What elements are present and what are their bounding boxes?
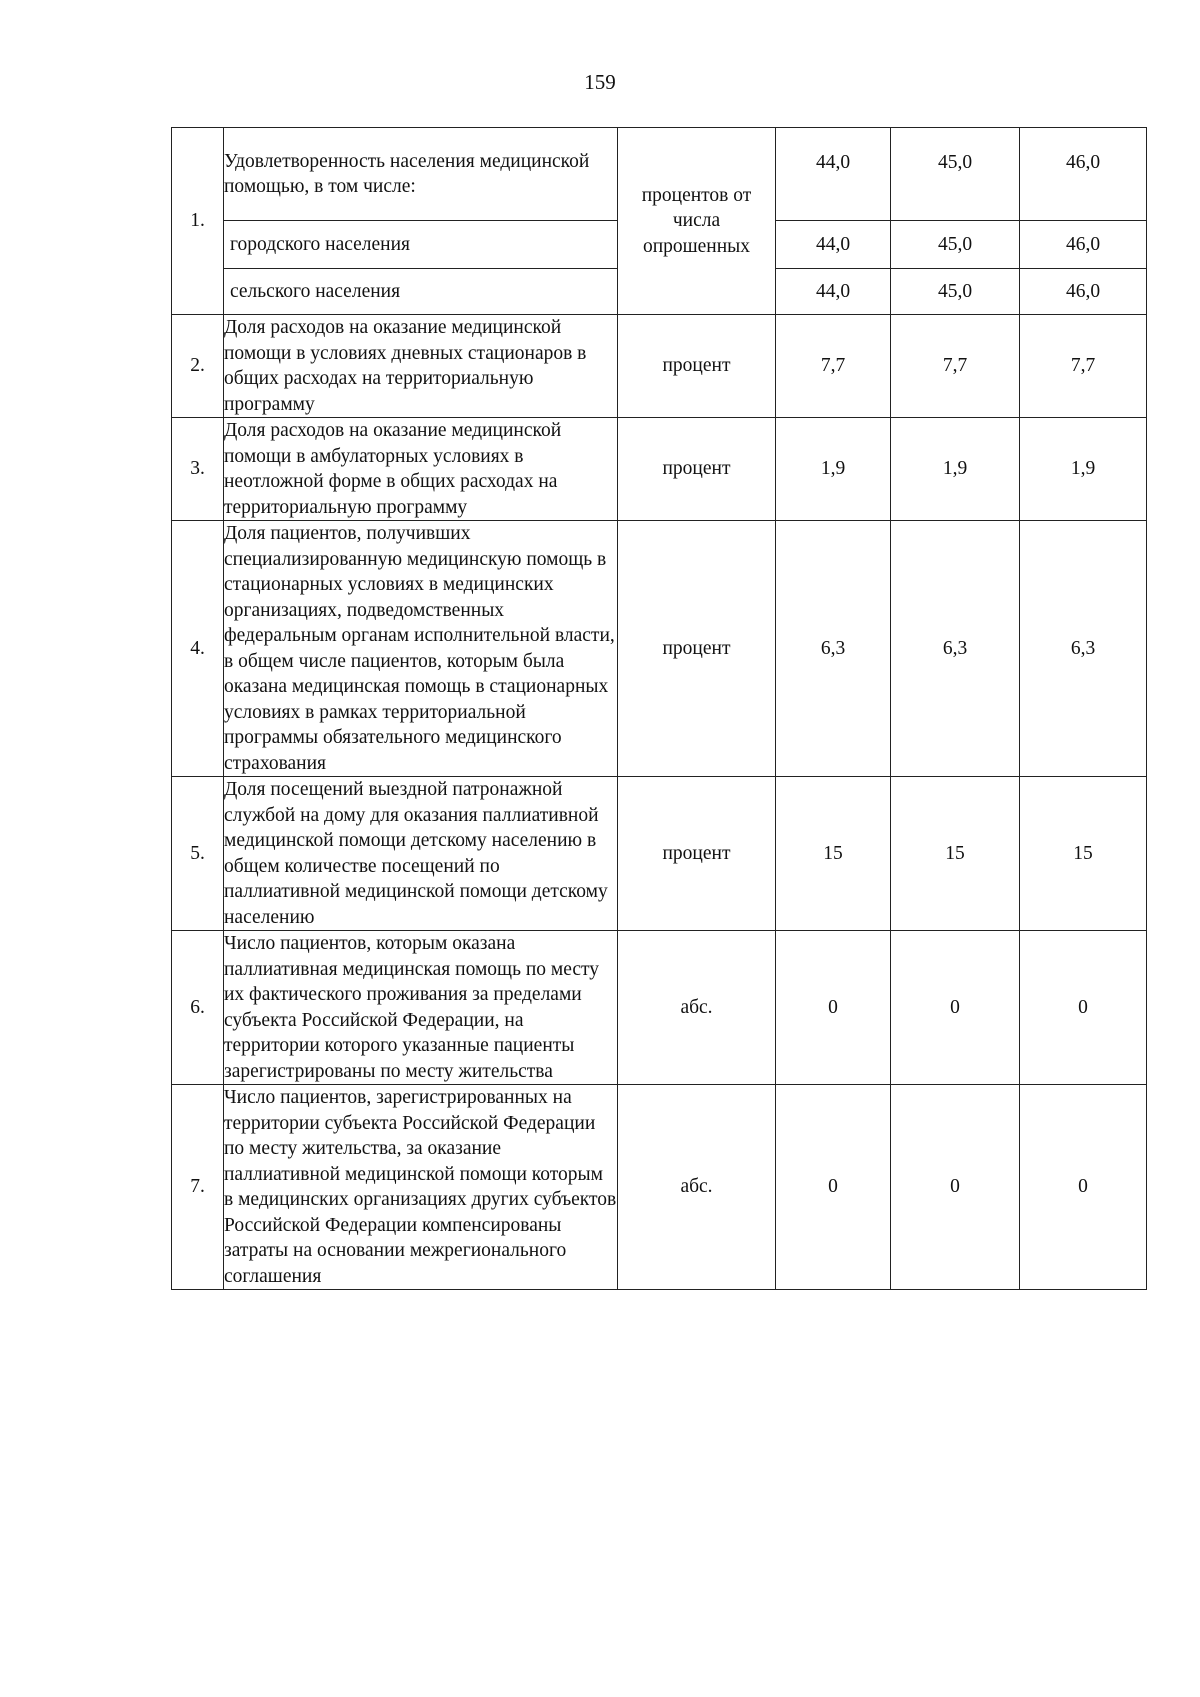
unit-cell: процентов от числа опрошенных [618, 128, 776, 315]
value-cell-3: 7,7 [1020, 315, 1147, 418]
unit-cell: процент [618, 777, 776, 931]
table-row [172, 128, 1147, 221]
value-cell-2: 45,0 [891, 269, 1020, 315]
value-cell-3: 15 [1020, 777, 1147, 931]
row-number: 3. [172, 418, 224, 521]
indicator-name: Число пациентов, зарегистрированных на территории субъекта Российской Федерации по месту жительства, за оказание паллиативной медицинской помощи которым в медицинских организациях других субъектов Российской Федерации компенсированы затраты на основании межрегионального соглашения [224, 1085, 618, 1290]
table-row [172, 1085, 1147, 1290]
indicator-name: Доля расходов на оказание медицинской помощи в амбулаторных условиях в неотложной форме в общих расходах на территориальную программу [224, 418, 618, 521]
value-cell-1: 7,7 [776, 315, 891, 418]
indicators-table [171, 127, 1147, 1290]
table-row [172, 315, 1147, 418]
unit-cell: процент [618, 315, 776, 418]
value-cell-1: 44,0 [776, 128, 891, 221]
value-cell-2: 1,9 [891, 418, 1020, 521]
value-cell-1: 15 [776, 777, 891, 931]
value-cell-2: 0 [891, 931, 1020, 1085]
unit-cell: абс. [618, 1085, 776, 1290]
unit-cell: абс. [618, 931, 776, 1085]
value-cell-2: 45,0 [891, 128, 1020, 221]
value-cell-1: 44,0 [776, 269, 891, 315]
value-cell-3: 46,0 [1020, 221, 1147, 269]
row-number: 7. [172, 1085, 224, 1290]
value-cell-1: 0 [776, 1085, 891, 1290]
row-number: 5. [172, 777, 224, 931]
value-cell-1: 1,9 [776, 418, 891, 521]
row-number: 1. [172, 128, 224, 315]
indicator-name: Доля пациентов, получивших специализированную медицинскую помощь в стационарных условиях в медицинских организациях, подведомственных федеральным органам исполнительной власти, в общем числе пациентов, которым была оказана медицинская помощь в стационарных условиях в рамках территориальной программы обязательного медицинского страхования [224, 521, 618, 777]
value-cell-3: 1,9 [1020, 418, 1147, 521]
indicator-name: Доля посещений выездной патронажной службой на дому для оказания паллиативной медицинской помощи детскому населению в общем количестве посещений по паллиативной медицинской помощи детскому населению [224, 777, 618, 931]
value-cell-1: 6,3 [776, 521, 891, 777]
value-cell-2: 0 [891, 1085, 1020, 1290]
value-cell-3: 46,0 [1020, 269, 1147, 315]
table-row [172, 418, 1147, 521]
value-cell-2: 6,3 [891, 521, 1020, 777]
indicator-name: Удовлетворенность населения медицинской помощью, в том числе: [224, 128, 618, 221]
value-cell-3: 6,3 [1020, 521, 1147, 777]
table-row [172, 521, 1147, 777]
row-number: 4. [172, 521, 224, 777]
table-row [172, 931, 1147, 1085]
value-cell-3: 0 [1020, 1085, 1147, 1290]
value-cell-2: 45,0 [891, 221, 1020, 269]
value-cell-2: 15 [891, 777, 1020, 931]
value-cell-1: 44,0 [776, 221, 891, 269]
value-cell-1: 0 [776, 931, 891, 1085]
row-number: 2. [172, 315, 224, 418]
page-number: 159 [584, 70, 616, 94]
unit-cell: процент [618, 418, 776, 521]
indicator-name: Число пациентов, которым оказана паллиативная медицинская помощь по месту их фактического проживания за пределами субъекта Российской Федерации, на территории которого указанные пациенты зарегистрированы по месту жительства [224, 931, 618, 1085]
value-cell-3: 0 [1020, 931, 1147, 1085]
value-cell-3: 46,0 [1020, 128, 1147, 221]
indicator-name: городского населения [224, 221, 618, 269]
value-cell-2: 7,7 [891, 315, 1020, 418]
row-number: 6. [172, 931, 224, 1085]
unit-cell: процент [618, 521, 776, 777]
table-row [172, 777, 1147, 931]
indicator-name: Доля расходов на оказание медицинской помощи в условиях дневных стационаров в общих расходах на территориальную программу [224, 315, 618, 418]
indicator-name: сельского населения [224, 269, 618, 315]
